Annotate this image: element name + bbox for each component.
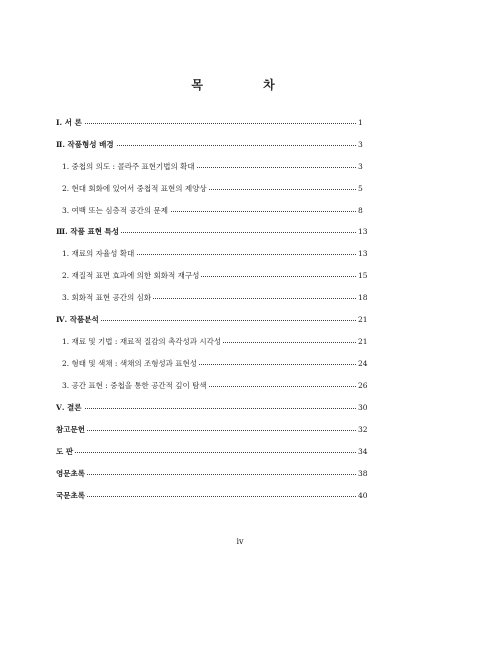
toc-entry-page: 21 [358,315,368,324]
toc-entry [0,357,480,371]
toc-entry-page: 40 [358,491,368,500]
dot-leader [56,123,356,124]
toc-entry-label: 참고문헌 [56,423,87,437]
toc-entry-page: 15 [358,271,368,280]
toc-entry [0,269,480,283]
dot-leader [56,474,356,475]
toc-entry-label: Ⅱ. 작품형성 배경 [56,138,116,152]
toc-entry-page: 5 [358,184,363,193]
toc-entry-page: 34 [358,447,368,456]
toc-entry-label: 영문초록 [56,467,87,481]
toc-entry-page: 13 [358,249,368,258]
toc-entry [0,116,480,130]
toc-entry [0,489,480,503]
toc-entry [0,138,480,152]
toc-entry [0,467,480,481]
toc-entry-page: 21 [358,337,368,346]
toc-entry-page: 32 [358,425,368,434]
toc-entry-label: Ⅰ. 서 론 [56,116,84,130]
toc-entry-label: Ⅴ. 결론 [56,401,84,415]
dot-leader [56,496,356,497]
toc-entry-page: 30 [358,403,368,412]
toc-entry-label: 1. 재료의 자율성 확대 [62,247,136,261]
toc-entry-label: 1. 중첩의 의도 : 콜라주 표현기법의 확대 [62,160,197,174]
toc-entry [0,160,480,174]
toc-entry [0,291,480,305]
toc-entry-page: 38 [358,469,368,478]
toc-entry [0,445,480,459]
toc-entry [0,379,480,393]
toc-entry-page: 3 [358,140,363,149]
toc-entry-page: 26 [358,381,368,390]
toc-entry-page: 1 [358,118,363,127]
toc-entry-label: 국문초록 [56,489,87,503]
dot-leader [56,430,356,431]
toc-entry-label: 2. 재질적 표면 효과에 의한 회화적 재구성 [62,269,201,283]
toc-entry-page: 13 [358,227,368,236]
toc-entry-label: Ⅳ. 작품분석 [56,313,101,327]
toc-entry-label: 2. 현대 회화에 있어서 중첩적 표현의 제양상 [62,182,209,196]
toc-entry-label: Ⅲ. 작품 표현 특성 [56,225,121,239]
toc-entry-label: 1. 재료 및 기법 : 재료적 질감의 촉각성과 시각성 [62,335,223,349]
toc-entry-label: 3. 회화적 표현 공간의 심화 [62,291,153,305]
toc-entry [0,225,480,239]
toc-entry [0,204,480,218]
toc-entry-label: 도 판 [56,445,75,459]
toc-entry [0,247,480,261]
page-number: iv [236,537,244,546]
toc-entry [0,423,480,437]
dot-leader [56,320,356,321]
toc-entry-label: 3. 공간 표현 : 중첩을 통한 공간적 깊이 탐색 [62,379,209,393]
toc-entry [0,182,480,196]
toc-entry-page: 3 [358,162,363,171]
toc-title: 목 차 [191,78,303,92]
toc-entry-page: 8 [358,206,363,215]
toc-entry-page: 24 [358,359,368,368]
toc-entry [0,335,480,349]
dot-leader [56,408,356,409]
toc-entry [0,313,480,327]
toc-entry-label: 3. 여백 또는 심층적 공간의 문제 [62,204,170,218]
dot-leader [56,452,356,453]
toc-entry-page: 18 [358,293,368,302]
toc-entry-label: 2. 형태 및 색채 : 색채의 조형성과 표현성 [62,357,199,371]
toc-entry [0,401,480,415]
